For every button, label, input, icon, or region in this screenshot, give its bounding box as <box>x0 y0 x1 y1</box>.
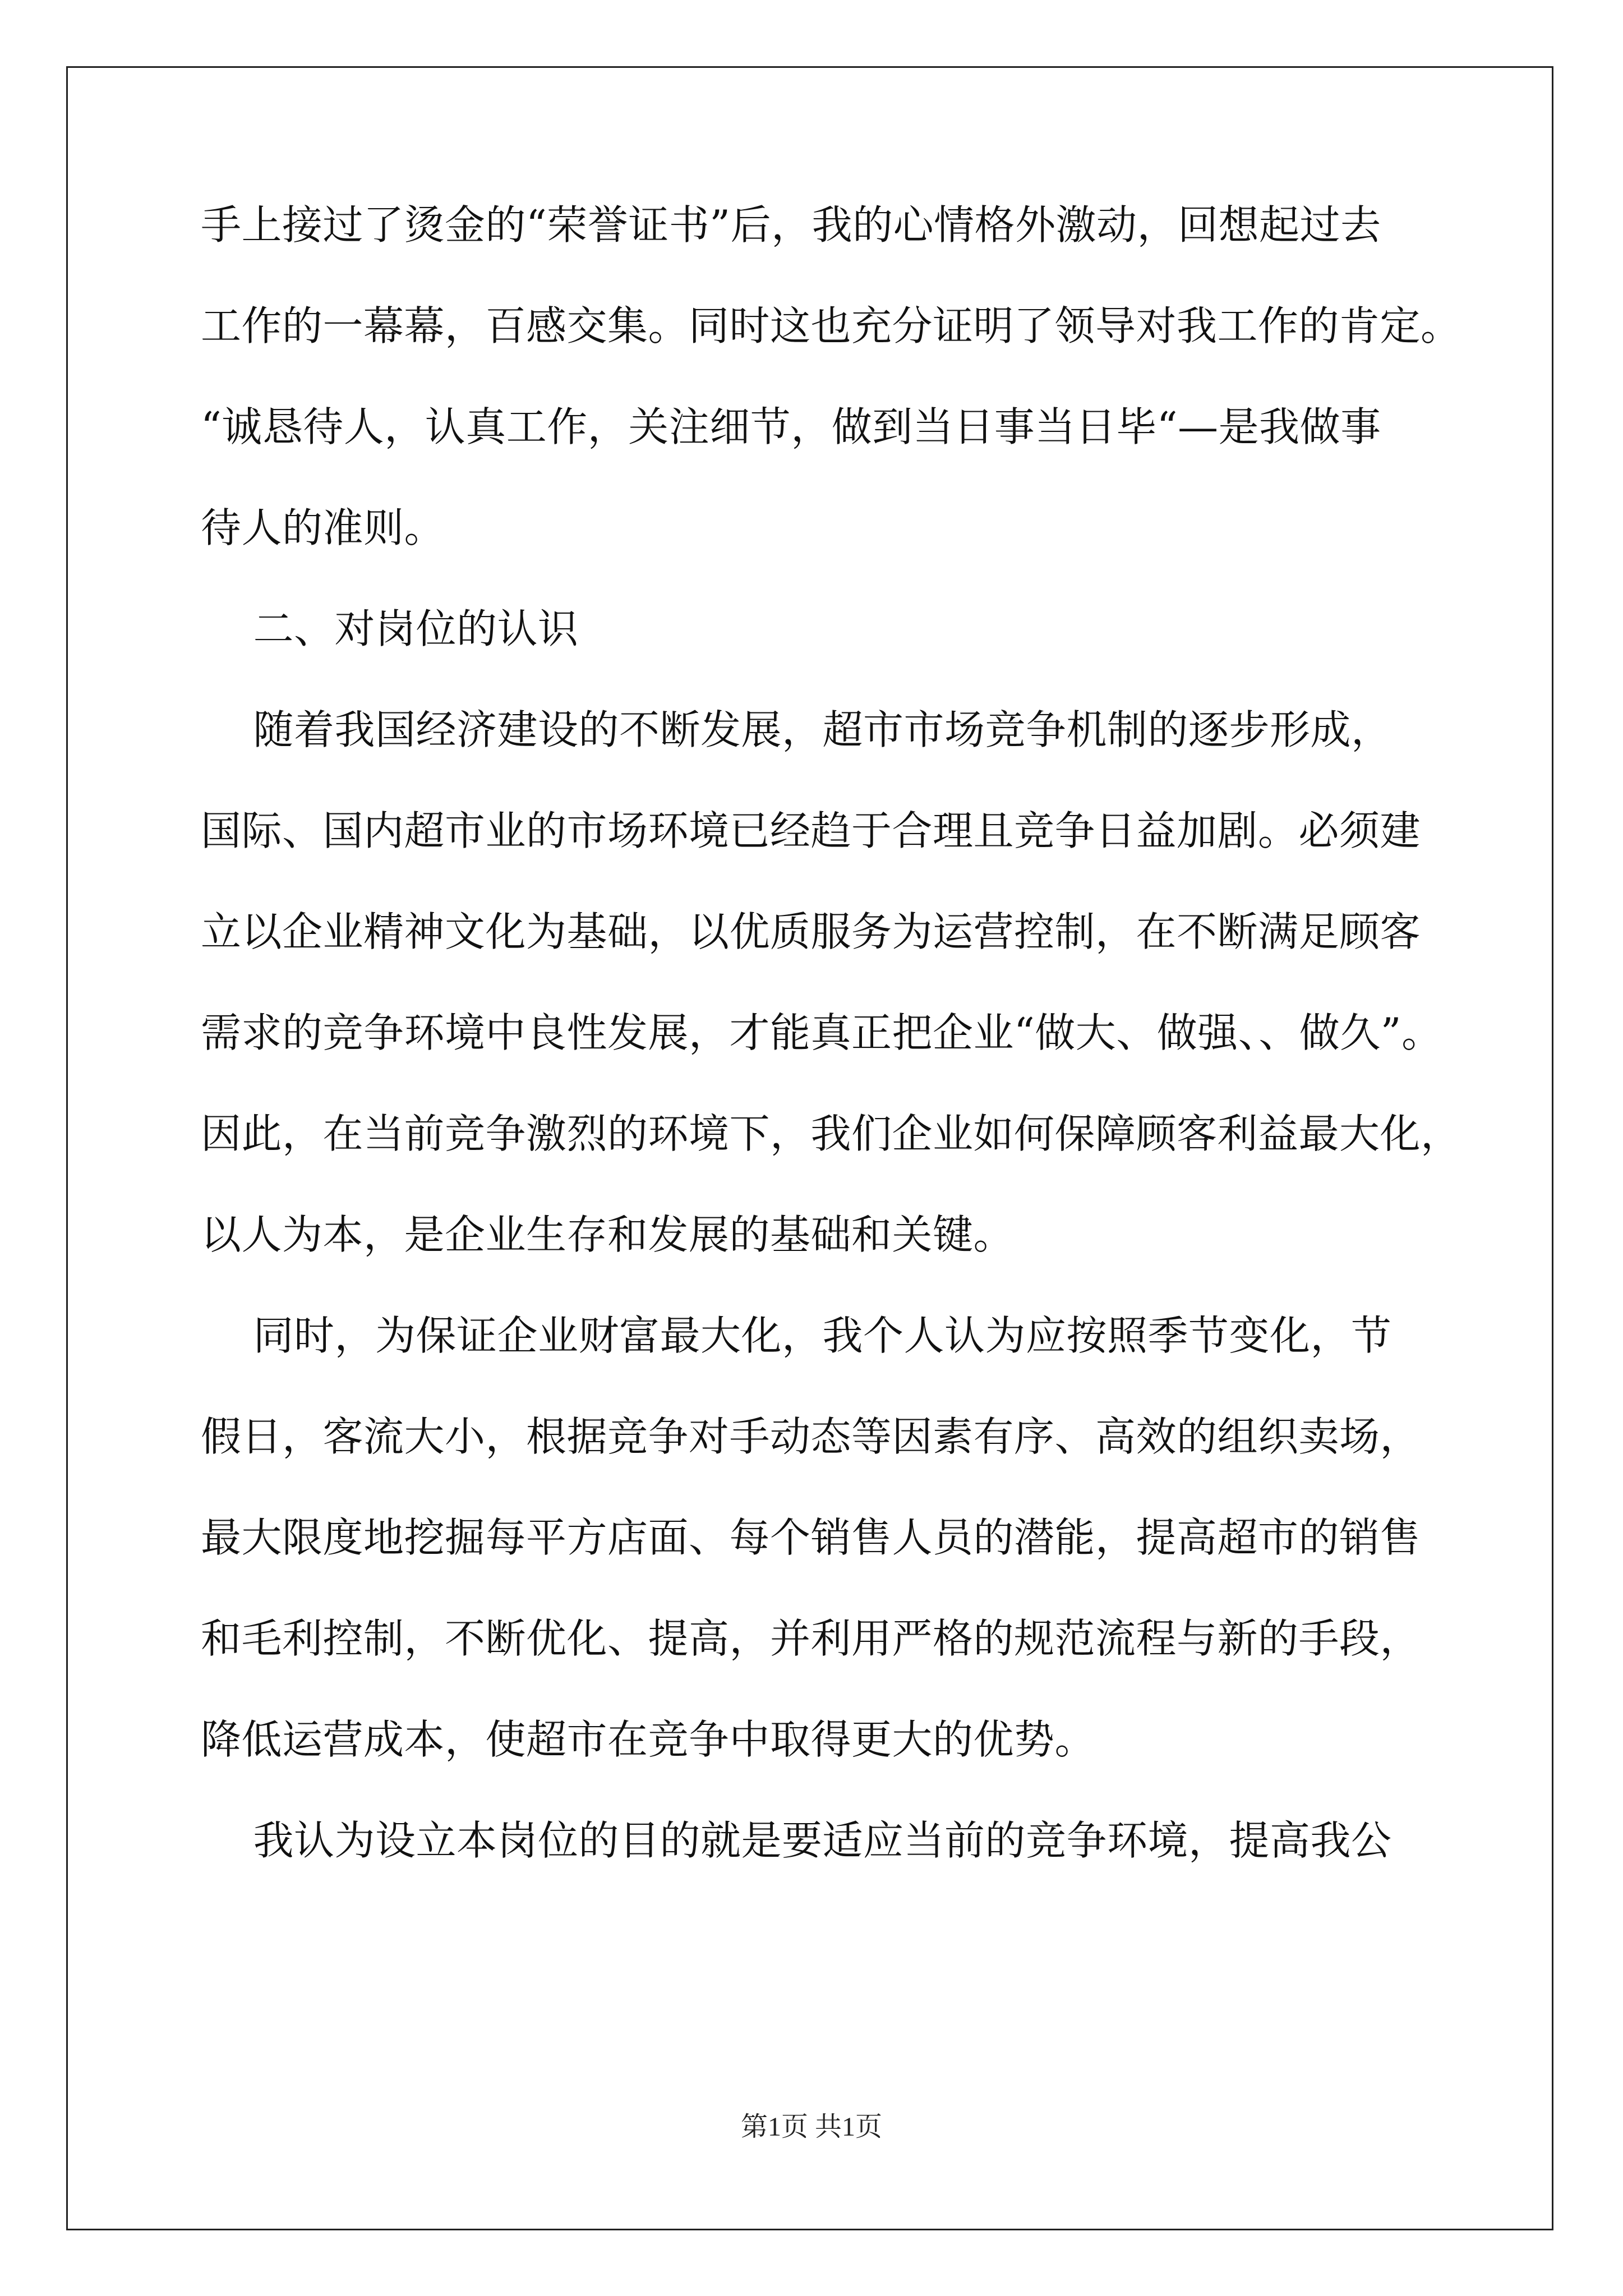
text-line: 需求的竞争环境中良性发展，才能真正把企业“做大、做强、、做久”。 <box>201 1009 1442 1056</box>
text-line: 因此，在当前竞争激烈的环境下，我们企业如何保障顾客利益最大化， <box>201 1110 1461 1157</box>
text-line: 以人为本，是企业生存和发展的基础和关键。 <box>201 1211 1015 1258</box>
text-line: 手上接过了烫金的“荣誉证书”后，我的心情格外激动，回想起过去 <box>201 201 1381 249</box>
text-line: 同时，为保证企业财富最大化，我个人认为应按照季节变化，节 <box>201 1312 1392 1359</box>
section-heading: 二、对岗位的认识 <box>201 605 579 652</box>
document-body <box>201 201 1461 1921</box>
text-line: 随着我国经济建设的不断发展，超市市场竞争机制的逐步形成， <box>201 706 1392 753</box>
text-line: 我认为设立本岗位的目的就是要适应当前的竞争环境，提高我公 <box>201 1817 1392 1864</box>
text-line: 立以企业精神文化为基础，以优质服务为运营控制，在不断满足顾客 <box>201 908 1421 955</box>
text-line: 待人的准则。 <box>201 504 445 551</box>
text-line: 和毛利控制，不断优化、提高，并利用严格的规范流程与新的手段， <box>201 1615 1421 1662</box>
text-line: “诚恳待人，认真工作，关注细节，做到当日事当日毕“—是我做事 <box>201 403 1381 450</box>
text-line: 国际、国内超市业的市场环境已经趋于合理且竞争日益加剧。必须建 <box>201 807 1421 854</box>
text-line: 假日，客流大小，根据竞争对手动态等因素有序、高效的组织卖场， <box>201 1413 1421 1460</box>
text-line: 降低运营成本，使超市在竞争中取得更大的优势。 <box>201 1716 1096 1763</box>
text-line: 最大限度地挖掘每平方店面、每个销售人员的潜能，提高超市的销售 <box>201 1514 1421 1561</box>
text-line: 工作的一幕幕，百感交集。同时这也充分证明了领导对我工作的肯定。 <box>201 302 1461 349</box>
page-number-footer: 第1页 共1页 <box>740 2112 882 2142</box>
